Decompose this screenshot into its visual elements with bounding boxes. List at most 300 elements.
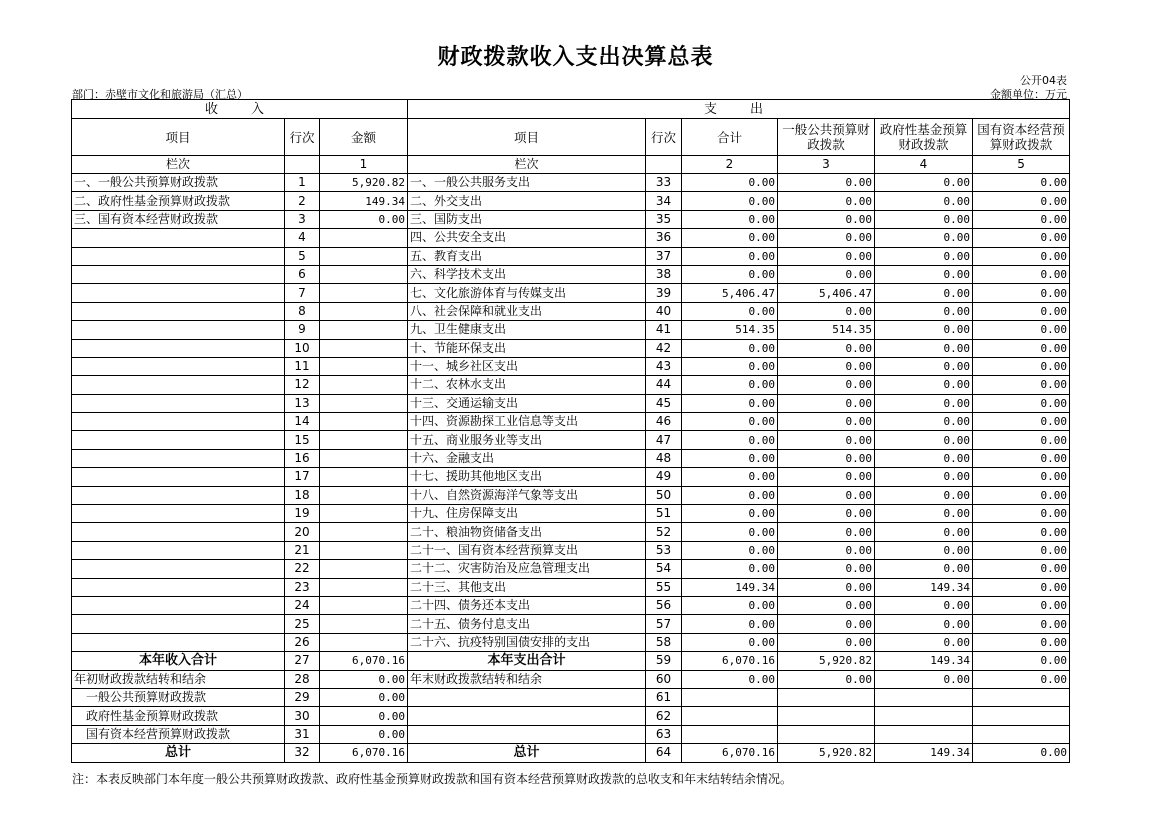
income-amount <box>320 596 408 614</box>
expense-state: 0.00 <box>973 413 1070 431</box>
income-amount <box>320 265 408 283</box>
expense-general: 0.00 <box>778 633 875 651</box>
expense-total: 0.00 <box>682 229 778 247</box>
table-row <box>72 376 1070 394</box>
expense-general: 0.00 <box>778 339 875 357</box>
income-line-no: 15 <box>285 431 320 449</box>
header-line2: 行次 <box>646 119 682 156</box>
income-amount: 0.00 <box>320 688 408 706</box>
expense-fund: 0.00 <box>875 339 973 357</box>
expense-state: 0.00 <box>973 670 1070 688</box>
income-amount <box>320 449 408 467</box>
expense-fund: 0.00 <box>875 174 973 192</box>
expense-state: 0.00 <box>973 431 1070 449</box>
expense-item: 十二、农林水支出 <box>408 376 646 394</box>
income-amount <box>320 541 408 559</box>
income-item: 二、政府性基金预算财政拨款 <box>72 192 285 210</box>
expense-item: 十、节能环保支出 <box>408 339 646 357</box>
expense-item <box>408 688 646 706</box>
expense-general: 0.00 <box>778 247 875 265</box>
expense-fund: 149.34 <box>875 744 973 762</box>
expense-fund: 0.00 <box>875 633 973 651</box>
income-amount <box>320 247 408 265</box>
expense-general: 0.00 <box>778 265 875 283</box>
expense-state: 0.00 <box>973 449 1070 467</box>
column-number-row <box>72 156 1070 174</box>
expense-total: 514.35 <box>682 321 778 339</box>
expense-line-no: 56 <box>646 596 682 614</box>
expense-line-no: 38 <box>646 265 682 283</box>
income-item <box>72 596 285 614</box>
expense-state: 0.00 <box>973 302 1070 320</box>
expense-state: 0.00 <box>973 633 1070 651</box>
income-line-no: 24 <box>285 596 320 614</box>
expense-general: 0.00 <box>778 523 875 541</box>
table-row <box>72 541 1070 559</box>
income-amount <box>320 633 408 651</box>
income-amount: 6,070.16 <box>320 744 408 762</box>
expense-item: 二、外交支出 <box>408 192 646 210</box>
income-item: 年初财政拨款结转和结余 <box>72 670 285 688</box>
expense-item: 九、卫生健康支出 <box>408 321 646 339</box>
expense-fund: 149.34 <box>875 578 973 596</box>
income-line-no: 27 <box>285 652 320 670</box>
expense-line-no: 50 <box>646 486 682 504</box>
expense-state: 0.00 <box>973 321 1070 339</box>
table-row <box>72 357 1070 375</box>
expense-line-no: 53 <box>646 541 682 559</box>
expense-line-no: 48 <box>646 449 682 467</box>
form-code: 公开04表 <box>1020 74 1067 87</box>
expense-state: 0.00 <box>973 376 1070 394</box>
expense-general: 0.00 <box>778 560 875 578</box>
income-line-no: 16 <box>285 449 320 467</box>
expense-fund: 0.00 <box>875 486 973 504</box>
expense-general: 0.00 <box>778 596 875 614</box>
expense-general: 0.00 <box>778 229 875 247</box>
income-line-no: 32 <box>285 744 320 762</box>
table-row <box>72 596 1070 614</box>
expense-general: 0.00 <box>778 192 875 210</box>
table-row <box>72 210 1070 228</box>
expense-general: 5,406.47 <box>778 284 875 302</box>
expense-total: 0.00 <box>682 413 778 431</box>
expense-line-no: 55 <box>646 578 682 596</box>
income-item: 一般公共预算财政拨款 <box>72 688 285 706</box>
expense-general: 0.00 <box>778 449 875 467</box>
expense-fund: 0.00 <box>875 596 973 614</box>
income-amount <box>320 284 408 302</box>
expense-general <box>778 688 875 706</box>
expense-line-no: 63 <box>646 725 682 743</box>
expense-line-no: 44 <box>646 376 682 394</box>
table-row <box>72 284 1070 302</box>
expense-line-no: 52 <box>646 523 682 541</box>
expense-general: 0.00 <box>778 394 875 412</box>
income-item <box>72 523 285 541</box>
header-state: 国有资本经营预算财政拨款 <box>973 119 1070 156</box>
expense-item: 二十五、债务付息支出 <box>408 615 646 633</box>
expense-general: 0.00 <box>778 505 875 523</box>
expense-total: 0.00 <box>682 174 778 192</box>
expense-fund: 0.00 <box>875 615 973 633</box>
expense-state: 0.00 <box>973 468 1070 486</box>
expense-fund: 0.00 <box>875 541 973 559</box>
expense-state: 0.00 <box>973 247 1070 265</box>
income-amount: 0.00 <box>320 725 408 743</box>
expense-total: 6,070.16 <box>682 744 778 762</box>
income-section-header: 收 入 <box>72 100 408 119</box>
expense-state <box>973 707 1070 725</box>
expense-item: 二十、粮油物资储备支出 <box>408 523 646 541</box>
income-line-no: 22 <box>285 560 320 578</box>
header-line: 行次 <box>285 119 320 156</box>
expense-state: 0.00 <box>973 229 1070 247</box>
column-number-5: 5 <box>973 156 1070 174</box>
income-amount <box>320 394 408 412</box>
expense-general: 0.00 <box>778 431 875 449</box>
expense-total: 0.00 <box>682 615 778 633</box>
expense-line-no: 37 <box>646 247 682 265</box>
expense-state: 0.00 <box>973 523 1070 541</box>
expense-state: 0.00 <box>973 174 1070 192</box>
income-amount <box>320 578 408 596</box>
expense-fund: 0.00 <box>875 192 973 210</box>
expense-total: 0.00 <box>682 505 778 523</box>
expense-item: 十四、资源勘探工业信息等支出 <box>408 413 646 431</box>
income-item <box>72 560 285 578</box>
income-amount <box>320 615 408 633</box>
income-line-no: 3 <box>285 210 320 228</box>
expense-line-no: 64 <box>646 744 682 762</box>
income-amount <box>320 505 408 523</box>
table-row <box>72 505 1070 523</box>
income-line-no: 30 <box>285 707 320 725</box>
expense-line-no: 39 <box>646 284 682 302</box>
footnote: 注：本表反映部门本年度一般公共预算财政拨款、政府性基金预算财政拨款和国有资本经营预算财政拨款的总收支和年末结转结余情况。 <box>72 772 793 786</box>
income-line-no: 14 <box>285 413 320 431</box>
expense-item: 十三、交通运输支出 <box>408 394 646 412</box>
expense-line-no: 47 <box>646 431 682 449</box>
income-item <box>72 265 285 283</box>
expense-state <box>973 725 1070 743</box>
expense-item: 总计 <box>408 744 646 762</box>
expense-fund: 0.00 <box>875 449 973 467</box>
expense-fund: 0.00 <box>875 247 973 265</box>
income-line-no: 18 <box>285 486 320 504</box>
table-row <box>72 633 1070 651</box>
income-line-no: 31 <box>285 725 320 743</box>
expense-general: 0.00 <box>778 302 875 320</box>
expense-state: 0.00 <box>973 265 1070 283</box>
column-number-4: 4 <box>875 156 973 174</box>
expense-item: 二十一、国有资本经营预算支出 <box>408 541 646 559</box>
income-amount <box>320 321 408 339</box>
income-line-no: 7 <box>285 284 320 302</box>
expense-total: 0.00 <box>682 376 778 394</box>
expense-total: 0.00 <box>682 247 778 265</box>
expense-total: 0.00 <box>682 560 778 578</box>
expense-item: 十六、金融支出 <box>408 449 646 467</box>
expense-fund: 0.00 <box>875 284 973 302</box>
expense-line-no: 61 <box>646 688 682 706</box>
income-item <box>72 229 285 247</box>
expense-fund: 149.34 <box>875 652 973 670</box>
table-row <box>72 265 1070 283</box>
income-amount <box>320 376 408 394</box>
expense-item: 三、国防支出 <box>408 210 646 228</box>
column-label: 栏次 <box>72 156 285 174</box>
expense-general: 0.00 <box>778 174 875 192</box>
expense-total: 5,406.47 <box>682 284 778 302</box>
income-item: 三、国有资本经营财政拨款 <box>72 210 285 228</box>
expense-fund: 0.00 <box>875 394 973 412</box>
expense-general <box>778 725 875 743</box>
income-line-no: 4 <box>285 229 320 247</box>
table-row <box>72 229 1070 247</box>
income-amount <box>320 302 408 320</box>
expense-total: 0.00 <box>682 633 778 651</box>
income-item <box>72 505 285 523</box>
expense-state: 0.00 <box>973 357 1070 375</box>
column-number-3: 3 <box>778 156 875 174</box>
header-amount: 金额 <box>320 119 408 156</box>
expense-item: 四、公共安全支出 <box>408 229 646 247</box>
expense-fund: 0.00 <box>875 265 973 283</box>
expense-line-no: 40 <box>646 302 682 320</box>
income-line-no: 25 <box>285 615 320 633</box>
expense-state: 0.00 <box>973 486 1070 504</box>
expense-line-no: 59 <box>646 652 682 670</box>
expense-fund: 0.00 <box>875 505 973 523</box>
expense-state: 0.00 <box>973 541 1070 559</box>
income-amount: 6,070.16 <box>320 652 408 670</box>
carry-sub-row <box>72 688 1070 706</box>
expense-fund: 0.00 <box>875 523 973 541</box>
expense-general: 5,920.82 <box>778 652 875 670</box>
expense-total: 0.00 <box>682 596 778 614</box>
income-item <box>72 339 285 357</box>
expense-general: 5,920.82 <box>778 744 875 762</box>
header-total: 合计 <box>682 119 778 156</box>
expense-state: 0.00 <box>973 394 1070 412</box>
expense-general: 0.00 <box>778 468 875 486</box>
expense-fund: 0.00 <box>875 302 973 320</box>
expense-line-no: 41 <box>646 321 682 339</box>
expense-state <box>973 688 1070 706</box>
table-row <box>72 247 1070 265</box>
income-item <box>72 578 285 596</box>
expense-line-no: 60 <box>646 670 682 688</box>
income-item <box>72 376 285 394</box>
header-fund: 政府性基金预算财政拨款 <box>875 119 973 156</box>
column-header-row <box>72 119 1070 156</box>
expense-total: 0.00 <box>682 486 778 504</box>
column-number-blank <box>285 156 320 174</box>
expense-total: 0.00 <box>682 192 778 210</box>
carry-over-row <box>72 670 1070 688</box>
income-line-no: 6 <box>285 265 320 283</box>
income-item <box>72 394 285 412</box>
expense-line-no: 54 <box>646 560 682 578</box>
expense-fund: 0.00 <box>875 357 973 375</box>
income-amount: 5,920.82 <box>320 174 408 192</box>
income-line-no: 9 <box>285 321 320 339</box>
income-line-no: 28 <box>285 670 320 688</box>
expense-fund: 0.00 <box>875 431 973 449</box>
table-row <box>72 449 1070 467</box>
table-row <box>72 339 1070 357</box>
expense-state: 0.00 <box>973 744 1070 762</box>
income-item <box>72 449 285 467</box>
expense-fund: 0.00 <box>875 413 973 431</box>
table-row <box>72 394 1070 412</box>
income-item <box>72 357 285 375</box>
expense-total: 0.00 <box>682 468 778 486</box>
income-item <box>72 541 285 559</box>
expense-fund: 0.00 <box>875 321 973 339</box>
expense-item: 十五、商业服务业等支出 <box>408 431 646 449</box>
header-item: 项目 <box>72 119 285 156</box>
income-line-no: 12 <box>285 376 320 394</box>
expense-state: 0.00 <box>973 578 1070 596</box>
expense-item: 年末财政拨款结转和结余 <box>408 670 646 688</box>
income-item <box>72 633 285 651</box>
expense-general: 514.35 <box>778 321 875 339</box>
expense-item: 二十六、抗疫特别国债安排的支出 <box>408 633 646 651</box>
income-item <box>72 247 285 265</box>
income-amount <box>320 357 408 375</box>
income-amount: 0.00 <box>320 670 408 688</box>
expense-line-no: 43 <box>646 357 682 375</box>
table-row <box>72 578 1070 596</box>
header-item2: 项目 <box>408 119 646 156</box>
expense-state: 0.00 <box>973 210 1070 228</box>
expense-state: 0.00 <box>973 560 1070 578</box>
header-general: 一般公共预算财政拨款 <box>778 119 875 156</box>
income-line-no: 21 <box>285 541 320 559</box>
expense-state: 0.00 <box>973 615 1070 633</box>
unit-label: 金额单位：万元 <box>990 88 1067 101</box>
expense-total: 0.00 <box>682 670 778 688</box>
expense-line-no: 42 <box>646 339 682 357</box>
income-line-no: 17 <box>285 468 320 486</box>
table-row <box>72 413 1070 431</box>
table-row <box>72 321 1070 339</box>
column-number-2: 2 <box>682 156 778 174</box>
expense-line-no: 62 <box>646 707 682 725</box>
income-amount: 0.00 <box>320 210 408 228</box>
column-label2: 栏次 <box>408 156 646 174</box>
expense-total: 149.34 <box>682 578 778 596</box>
expense-line-no: 33 <box>646 174 682 192</box>
income-item: 本年收入合计 <box>72 652 285 670</box>
expense-fund <box>875 707 973 725</box>
income-line-no: 2 <box>285 192 320 210</box>
income-amount <box>320 560 408 578</box>
expense-general: 0.00 <box>778 670 875 688</box>
budget-table <box>71 99 1070 763</box>
expense-general: 0.00 <box>778 357 875 375</box>
expense-line-no: 51 <box>646 505 682 523</box>
expense-item: 本年支出合计 <box>408 652 646 670</box>
expense-total: 0.00 <box>682 265 778 283</box>
expense-state: 0.00 <box>973 339 1070 357</box>
expense-state: 0.00 <box>973 505 1070 523</box>
column-number-blank2 <box>646 156 682 174</box>
expense-fund: 0.00 <box>875 468 973 486</box>
table-row <box>72 468 1070 486</box>
expense-line-no: 34 <box>646 192 682 210</box>
expense-fund <box>875 688 973 706</box>
income-item <box>72 413 285 431</box>
column-number-1: 1 <box>320 156 408 174</box>
expense-total: 0.00 <box>682 394 778 412</box>
expense-line-no: 35 <box>646 210 682 228</box>
expense-item: 五、教育支出 <box>408 247 646 265</box>
expense-total: 0.00 <box>682 302 778 320</box>
income-line-no: 29 <box>285 688 320 706</box>
income-item <box>72 321 285 339</box>
expense-general: 0.00 <box>778 376 875 394</box>
expense-total: 0.00 <box>682 541 778 559</box>
income-amount <box>320 468 408 486</box>
income-amount: 149.34 <box>320 192 408 210</box>
income-item: 一、一般公共预算财政拨款 <box>72 174 285 192</box>
expense-item: 二十四、债务还本支出 <box>408 596 646 614</box>
income-item: 国有资本经营预算财政拨款 <box>72 725 285 743</box>
income-item: 政府性基金预算财政拨款 <box>72 707 285 725</box>
expense-section-header: 支 出 <box>408 100 1070 119</box>
expense-line-no: 46 <box>646 413 682 431</box>
expense-general: 0.00 <box>778 210 875 228</box>
income-line-no: 10 <box>285 339 320 357</box>
expense-total: 0.00 <box>682 449 778 467</box>
income-item: 总计 <box>72 744 285 762</box>
income-amount <box>320 413 408 431</box>
income-line-no: 19 <box>285 505 320 523</box>
expense-general: 0.00 <box>778 413 875 431</box>
expense-total <box>682 707 778 725</box>
table-row <box>72 302 1070 320</box>
expense-total <box>682 725 778 743</box>
section-header-row <box>72 100 1070 119</box>
table-row <box>72 431 1070 449</box>
expense-state: 0.00 <box>973 192 1070 210</box>
expense-total: 0.00 <box>682 357 778 375</box>
income-item <box>72 486 285 504</box>
income-line-no: 26 <box>285 633 320 651</box>
expense-fund: 0.00 <box>875 229 973 247</box>
expense-line-no: 45 <box>646 394 682 412</box>
income-line-no: 1 <box>285 174 320 192</box>
income-line-no: 20 <box>285 523 320 541</box>
year-total-row <box>72 652 1070 670</box>
income-amount <box>320 523 408 541</box>
expense-item: 十七、援助其他地区支出 <box>408 468 646 486</box>
grand-total-row <box>72 744 1070 762</box>
expense-fund: 0.00 <box>875 560 973 578</box>
expense-line-no: 58 <box>646 633 682 651</box>
expense-total: 6,070.16 <box>682 652 778 670</box>
income-item <box>72 284 285 302</box>
expense-total: 0.00 <box>682 431 778 449</box>
expense-total: 0.00 <box>682 339 778 357</box>
department-label: 部门：赤壁市文化和旅游局（汇总） <box>72 88 248 101</box>
expense-general <box>778 707 875 725</box>
expense-state: 0.00 <box>973 284 1070 302</box>
expense-fund: 0.00 <box>875 210 973 228</box>
